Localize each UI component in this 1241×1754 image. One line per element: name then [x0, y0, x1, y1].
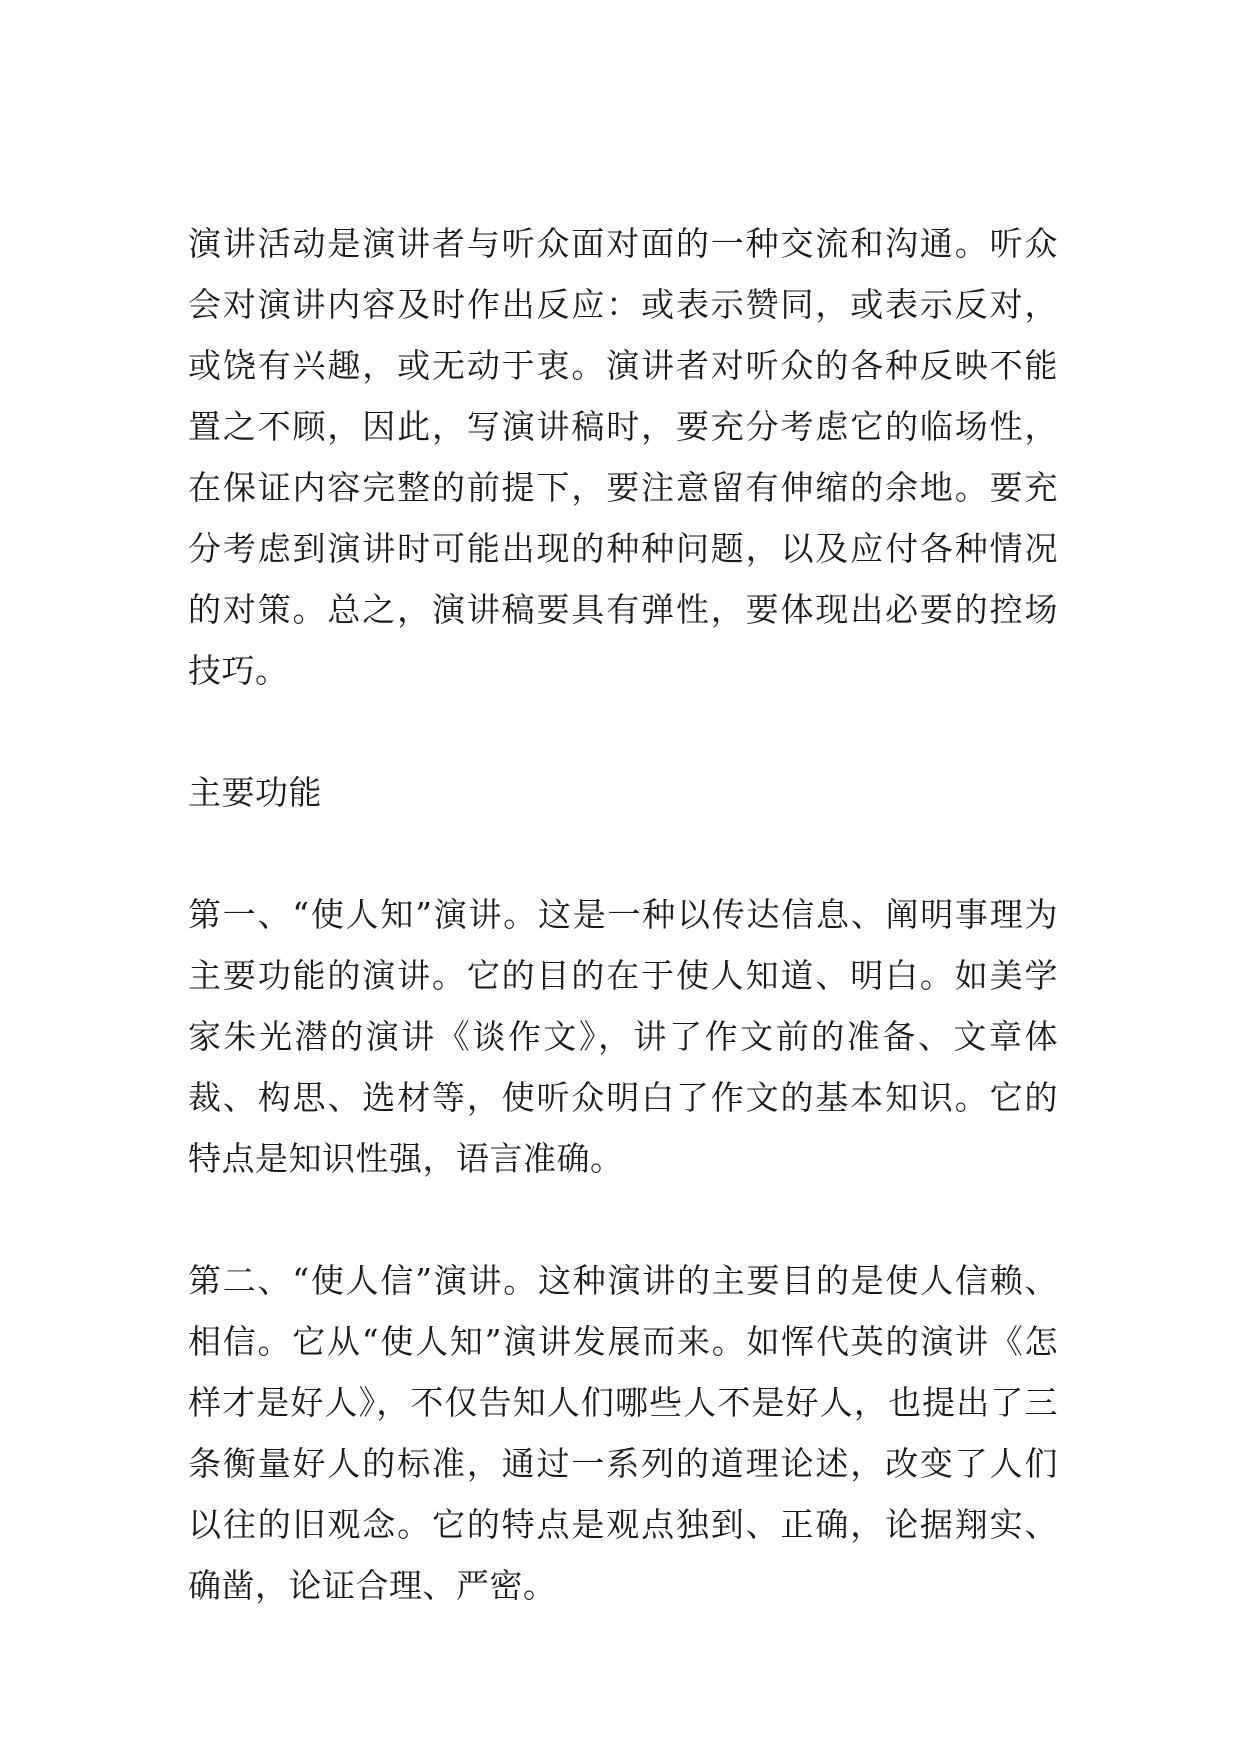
section-heading: 主要功能 — [188, 773, 322, 812]
function-one-paragraph: 第一、“使人知”演讲。这是一种以传达信息、阐明事理为主要功能的演讲。它的目的在于使人知道、明白。如美学家朱光潜的演讲《谈作文》，讲了作文前的准备、文章体裁、构思、选材等，使听众明白了作文的基本知识。它的特点是知识性强，语言准确。 — [188, 895, 1058, 1178]
function-two-paragraph: 第二、“使人信”演讲。这种演讲的主要目的是使人信赖、相信。它从“使人知”演讲发展而来。如恽代英的演讲《怎样才是好人》，不仅告知人们哪些人不是好人，也提出了三条衡量好人的标准，通过一系列的道理论述，改变了人们以往的旧观念。它的特点是观点独到、正确，论据翔实、确凿，论证合理、严密。 — [188, 1261, 1058, 1605]
document-body — [188, 213, 1058, 1616]
intro-paragraph: 演讲活动是演讲者与听众面对面的一种交流和沟通。听众会对演讲内容及时作出反应：或表示赞同，或表示反对，或饶有兴趣，或无动于衷。演讲者对听众的各种反映不能置之不顾，因此，写演讲稿时，要充分考虑它的临场性，在保证内容完整的前提下，要注意留有伸缩的余地。要充分考虑到演讲时可能出现的种种问题，以及应付各种情况的对策。总之，演讲稿要具有弹性，要体现出必要的控场技巧。 — [188, 224, 1058, 690]
